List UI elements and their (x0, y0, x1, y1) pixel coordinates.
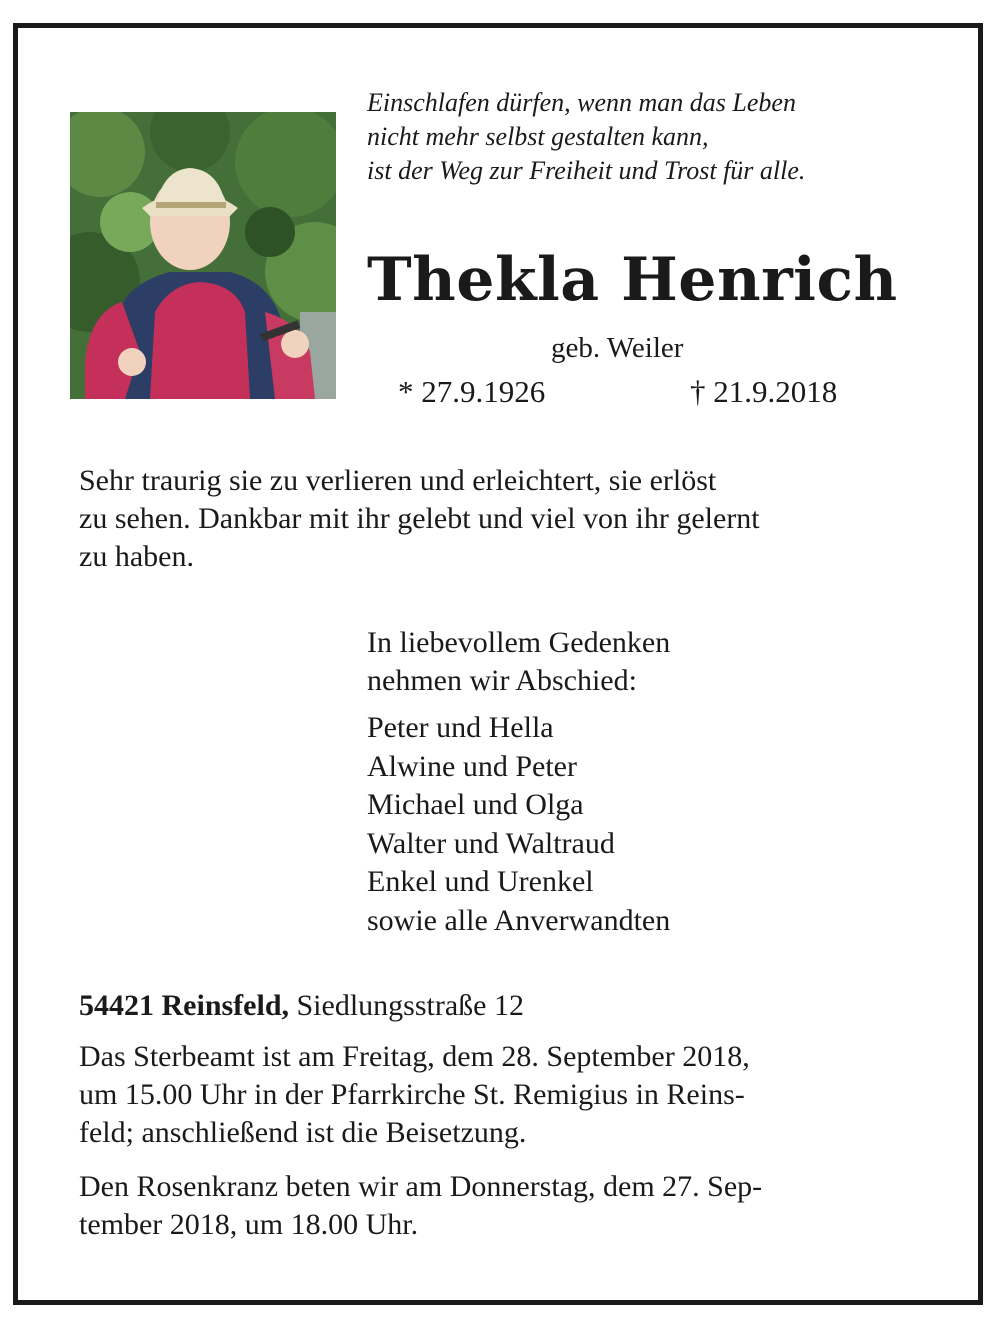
service-line: Das Sterbeamt ist am Freitag, dem 28. September 2018, (79, 1040, 750, 1073)
mourner-item: Alwine und Peter (367, 749, 577, 783)
rosary-line: Den Rosenkranz beten wir am Donnerstag, dem 27. Sep- (79, 1170, 763, 1203)
birth-date: * 27.9.1926 (398, 374, 546, 409)
address-city: 54421 Reinsfeld, (79, 989, 289, 1022)
death-date: † 21.9.2018 (690, 374, 838, 409)
portrait-photo (70, 112, 336, 399)
mourner-item: Enkel und Urenkel (367, 865, 594, 898)
farewell-heading (367, 624, 927, 700)
funeral-service-info (79, 1038, 929, 1152)
verse-line: Einschlafen dürfen, wenn man das Leben (367, 88, 796, 117)
birth-name: geb. Weiler (551, 332, 684, 364)
tribute-line: zu haben. (79, 540, 194, 573)
mourner-item: sowie alle Anverwandten (367, 903, 671, 937)
mourner-item: Peter und Hella (367, 711, 554, 744)
verse (367, 86, 957, 188)
farewell-line: nehmen wir Abschied: (367, 664, 637, 697)
rosary-line: tember 2018, um 18.00 Uhr. (79, 1208, 419, 1241)
mourners-list (367, 709, 927, 940)
tribute-text (79, 462, 929, 576)
mourner-item: Walter und Waltraud (367, 826, 615, 860)
service-line: um 15.00 Uhr in der Pfarrkirche St. Remigius in Reins- (79, 1078, 745, 1111)
rosary-info (79, 1168, 929, 1244)
tribute-line: zu sehen. Dankbar mit ihr gelebt und viel von ihr gelernt (79, 502, 760, 535)
mourner-item: Michael und Olga (367, 788, 584, 821)
deceased-name: Thekla Henrich (367, 245, 898, 315)
verse-line: ist der Weg zur Freiheit und Trost für alle. (367, 156, 806, 185)
family-address (79, 987, 929, 1025)
service-line: feld; anschließend ist die Beisetzung. (79, 1116, 527, 1149)
tribute-line: Sehr traurig sie zu verlieren und erleichtert, sie erlöst (79, 464, 717, 497)
farewell-line: In liebevollem Gedenken (367, 626, 671, 659)
address-street: Siedlungsstraße 12 (296, 989, 524, 1022)
verse-line: nicht mehr selbst gestalten kann, (367, 122, 709, 151)
